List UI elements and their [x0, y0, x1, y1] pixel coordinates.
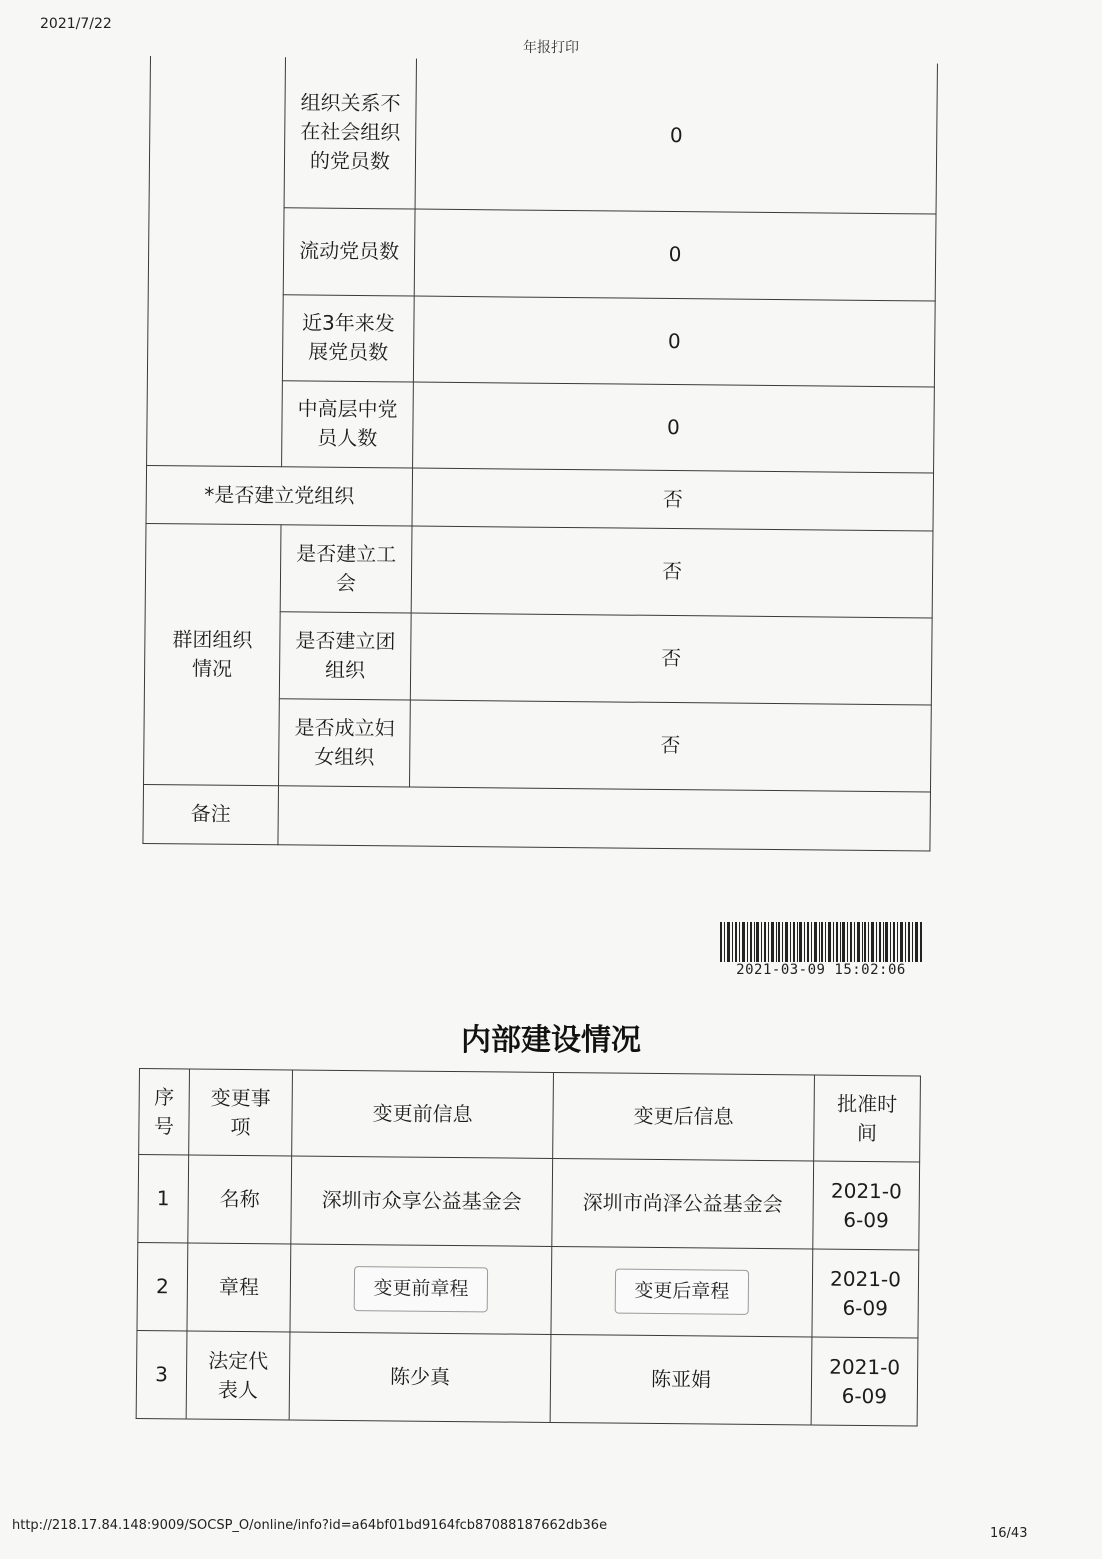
- cell-after: 深圳市尚泽公益基金会: [552, 1158, 814, 1249]
- after-charter-button[interactable]: 变更后章程: [615, 1269, 748, 1315]
- header-cell: 变更后信息: [553, 1072, 815, 1161]
- row-value: 否: [410, 613, 932, 705]
- row-label: 流动党员数: [283, 207, 415, 295]
- row-value: 0: [413, 296, 935, 387]
- table-row: [146, 465, 934, 531]
- header-cell: 批准时间: [814, 1075, 921, 1162]
- row-value: 0: [415, 59, 937, 214]
- before-charter-button[interactable]: 变更前章程: [354, 1266, 487, 1312]
- party-info-table: [142, 56, 938, 851]
- table-header-row: [139, 1069, 921, 1162]
- mass-org-label: 群团组织情况: [144, 523, 281, 785]
- table-row: [143, 784, 931, 851]
- print-date: 2021/7/22: [40, 16, 112, 32]
- remarks-value: [278, 785, 931, 850]
- table-row: [138, 1155, 920, 1250]
- cell-before: [290, 1244, 552, 1335]
- barcode: [720, 922, 922, 962]
- cell-no: 3: [136, 1330, 187, 1418]
- page-header: 年报打印: [523, 40, 579, 56]
- row-label: 是否建立团组织: [279, 611, 411, 699]
- row-value: 否: [409, 700, 931, 792]
- row-label: 组织关系不在社会组织的党员数: [284, 57, 416, 208]
- section-title: 内部建设情况: [461, 1023, 641, 1058]
- cell-after: 陈亚娟: [550, 1334, 812, 1425]
- cell-date: 2021-06-09: [812, 1249, 919, 1338]
- page-url: http://218.17.84.148:9009/SOCSP_O/online/info?id=a64bf01bd9164fcb87088187662db36e: [12, 1518, 608, 1533]
- table-row: [145, 523, 933, 618]
- barcode-timestamp: 2021-03-09 15:02:06: [736, 962, 906, 978]
- row-value: 否: [412, 468, 934, 531]
- party-group-cell: [147, 56, 286, 466]
- remarks-label: 备注: [143, 784, 279, 844]
- cell-before: 深圳市众享公益基金会: [291, 1156, 553, 1247]
- table-row: [137, 1242, 919, 1337]
- header-cell: 变更前信息: [292, 1070, 554, 1159]
- row-label: 是否成立妇女组织: [279, 698, 411, 786]
- cell-item: 名称: [188, 1155, 292, 1244]
- row-value: 0: [414, 209, 936, 301]
- cell-after: [551, 1246, 813, 1337]
- cell-no: 2: [137, 1242, 188, 1330]
- page-number: 16/43: [990, 1526, 1028, 1541]
- header-cell: 序号: [139, 1069, 190, 1155]
- cell-date: 2021-06-09: [811, 1337, 918, 1426]
- row-label: 中高层中党员人数: [282, 380, 414, 467]
- cell-before: 陈少真: [289, 1332, 551, 1423]
- row-value: 0: [413, 382, 935, 473]
- header-cell: 变更事项: [189, 1069, 293, 1156]
- cell-no: 1: [138, 1155, 189, 1243]
- row-label: 是否建立工会: [280, 524, 412, 612]
- cell-date: 2021-06-09: [813, 1161, 920, 1250]
- table-row: [136, 1330, 918, 1425]
- cell-item: 法定代表人: [186, 1331, 290, 1420]
- cell-item: 章程: [187, 1243, 291, 1332]
- row-label: 近3年来发展党员数: [282, 294, 414, 381]
- change-records-table: [136, 1068, 921, 1426]
- row-label: *是否建立党组织: [146, 465, 413, 526]
- row-value: 否: [411, 526, 933, 618]
- table-row: [149, 56, 937, 214]
